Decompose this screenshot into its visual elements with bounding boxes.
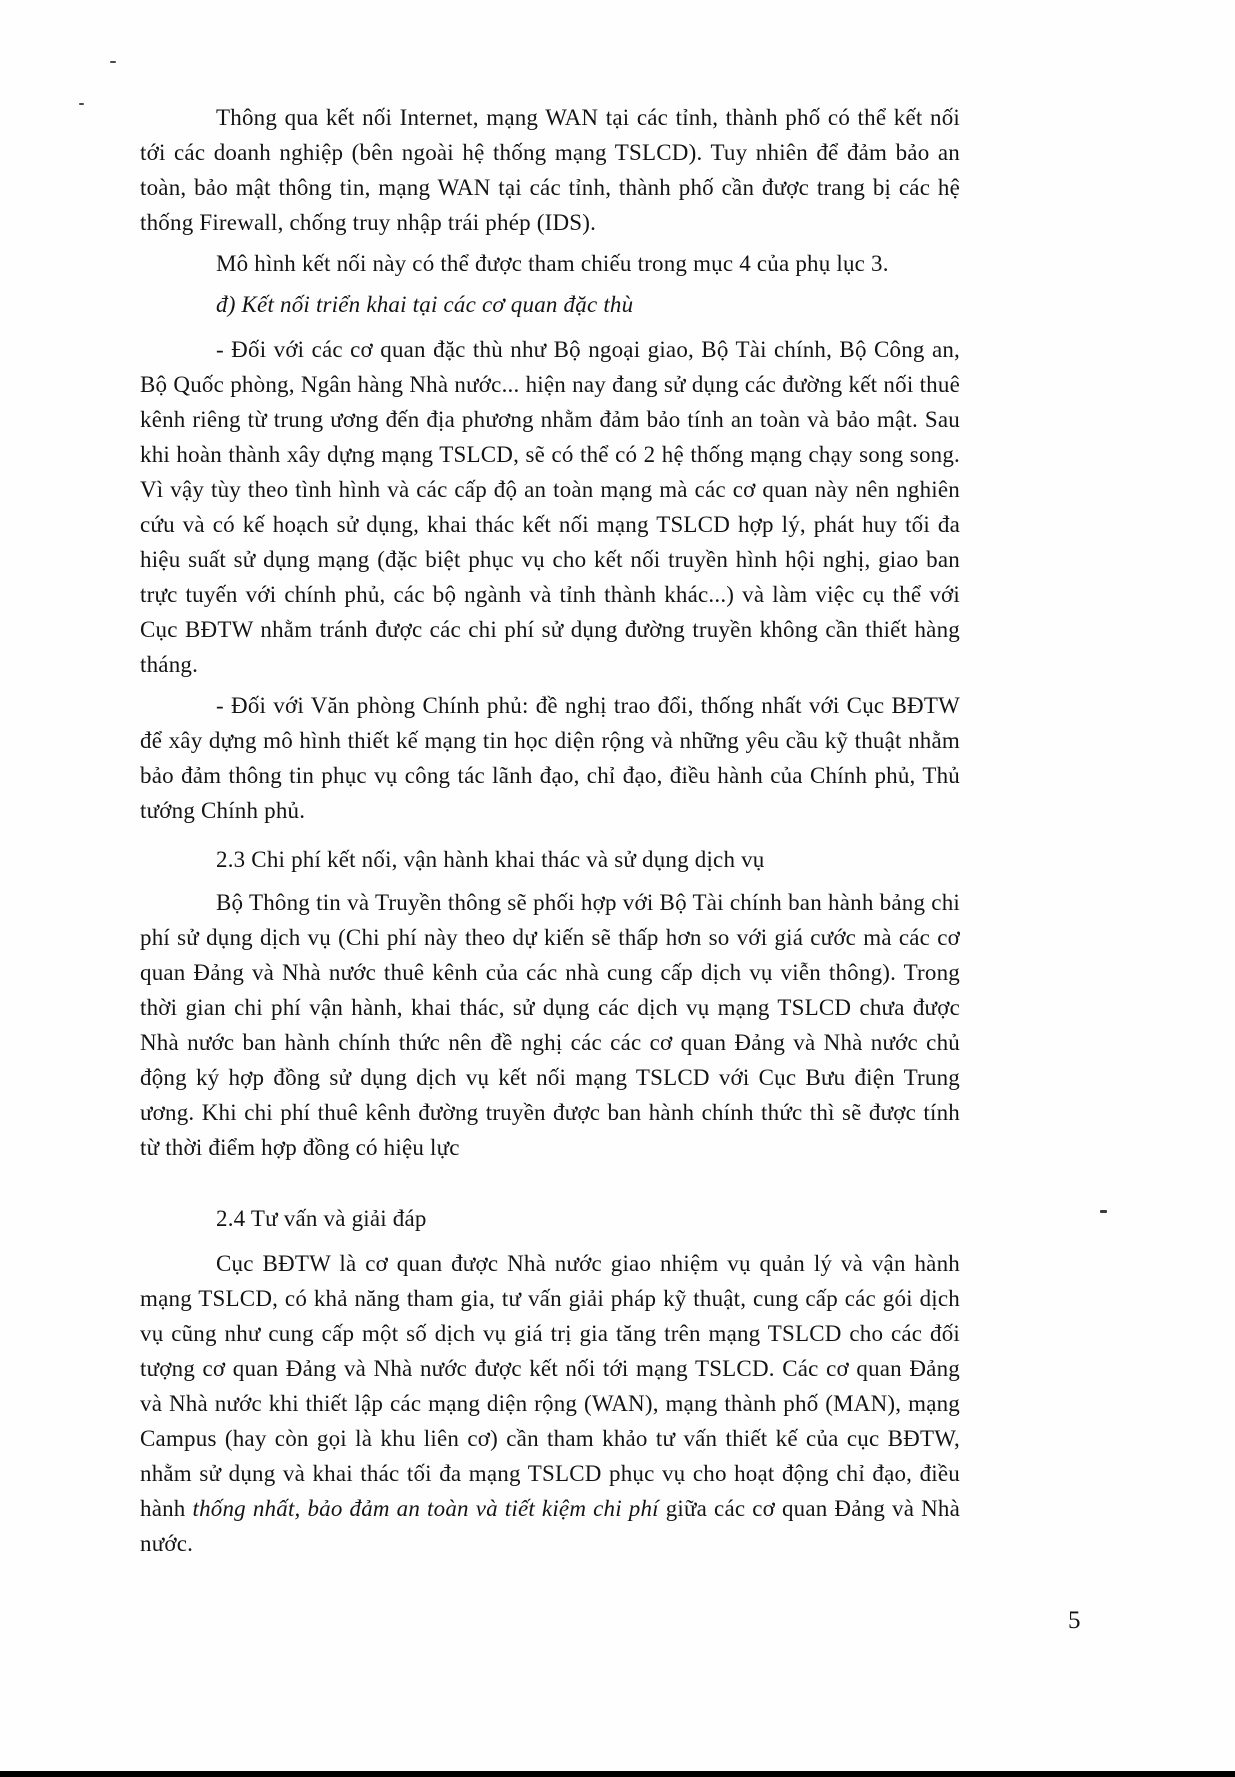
scan-edge-bar [0, 1771, 1235, 1777]
heading-section-2-3-costs: 2.3 Chi phí kết nối, vận hành khai thác và sử dụng dịch vụ [216, 847, 765, 872]
page-number: 5 [1068, 1607, 1081, 1634]
document-text-block [140, 100, 960, 1567]
consulting-text-end: giữa các cơ quan Đảng và Nhà nước. [140, 1496, 961, 1556]
scan-artifact-mark [1100, 1210, 1107, 1213]
consulting-text-main: Cục BĐTW là cơ quan được Nhà nước giao nhiệm vụ quản lý và vận hành mạng TSLCD, có khả năng tham gia, tư vấn giải pháp kỹ thuật, cung cấp các gói dịch vụ cũng như cung cấp một số dịch vụ giá trị gia tăng trên mạng TSLCD cho các đối tượng cơ quan Đảng và Nhà nước được kết nối tới mạng TSLCD. Các cơ quan Đảng và Nhà nước khi thiết lập các mạng diện rộng (WAN), mạng thành phố (MAN), mạng Campus (hay còn gọi là khu liên cơ) cần tham khảo tư vấn thiết kế của cục BĐTW, nhằm sử dụng và khai thác tối đa mạng TSLCD phục vụ cho hoạt động chỉ đạo, điều hành [140, 1251, 960, 1521]
paragraph-consulting [140, 1246, 960, 1561]
consulting-text-italic-emphasis: thống nhất, bảo đảm an toàn và tiết kiệm chi phí [192, 1496, 659, 1521]
paragraph-government-office: - Đối với Văn phòng Chính phủ: đề nghị trao đổi, thống nhất với Cục BĐTW để xây dựng mô hình thiết kế mạng tin học diện rộng và những yêu cầu kỹ thuật nhằm bảo đảm thông tin phục vụ công tác lãnh đạo, chỉ đạo, điều hành của Chính phủ, Thủ tướng Chính phủ. [140, 693, 960, 823]
paragraph-special-agencies: - Đối với các cơ quan đặc thù như Bộ ngoại giao, Bộ Tài chính, Bộ Công an, Bộ Quốc phòng, Ngân hàng Nhà nước... hiện nay đang sử dụng các đường kết nối thuê kênh riêng từ trung ương đến địa phương nhằm đảm bảo tính an toàn và bảo mật. Sau khi hoàn thành xây dựng mạng TSLCD, sẽ có thể có 2 hệ thống mạng chạy song song. Vì vậy tùy theo tình hình và các cấp độ an toàn mạng mà các cơ quan này nên nghiên cứu và có kế hoạch sử dụng, khai thác kết nối mạng TSLCD hợp lý, phát huy tối đa hiệu suất sử dụng mạng (đặc biệt phục vụ cho kết nối truyền hình hội nghị, giao ban trực tuyến với chính phủ, các bộ ngành và tỉnh thành khác...) và làm việc cụ thể với Cục BĐTW nhằm tránh được các chi phí sử dụng đường truyền không cần thiết hàng tháng. [140, 337, 960, 677]
paragraph-model-reference: Mô hình kết nối này có thể được tham chiếu trong mục 4 của phụ lục 3. [216, 251, 889, 276]
scan-artifact-mark [79, 103, 84, 105]
paragraph-internet-connection: Thông qua kết nối Internet, mạng WAN tại các tỉnh, thành phố có thể kết nối tới các doanh nghiệp (bên ngoài hệ thống mạng TSLCD). Tuy nhiên để đảm bảo an toàn, bảo mật thông tin, mạng WAN tại các tỉnh, thành phố cần được trang bị các hệ thống Firewall, chống truy nhập trái phép (IDS). [140, 105, 960, 235]
heading-item-d-special-agencies: đ) Kết nối triển khai tại các cơ quan đặc thù [216, 292, 634, 317]
heading-section-2-4-consulting: 2.4 Tư vấn và giải đáp [216, 1206, 427, 1231]
paragraph-costs: Bộ Thông tin và Truyền thông sẽ phối hợp với Bộ Tài chính ban hành bảng chi phí sử dụng dịch vụ (Chi phí này theo dự kiến sẽ thấp hơn so với giá cước mà các cơ quan Đảng và Nhà nước thuê kênh của các nhà cung cấp dịch vụ viễn thông). Trong thời gian chi phí vận hành, khai thác, sử dụng các dịch vụ mạng TSLCD chưa được Nhà nước ban hành chính thức nên đề nghị các các cơ quan Đảng và Nhà nước chủ động ký hợp đồng sử dụng dịch vụ kết nối mạng TSLCD với Cục Bưu điện Trung ương. Khi chi phí thuê kênh đường truyền được ban hành chính thức thì sẽ được tính từ thời điểm hợp đồng có hiệu lực [140, 890, 960, 1160]
scan-artifact-mark [110, 61, 116, 63]
